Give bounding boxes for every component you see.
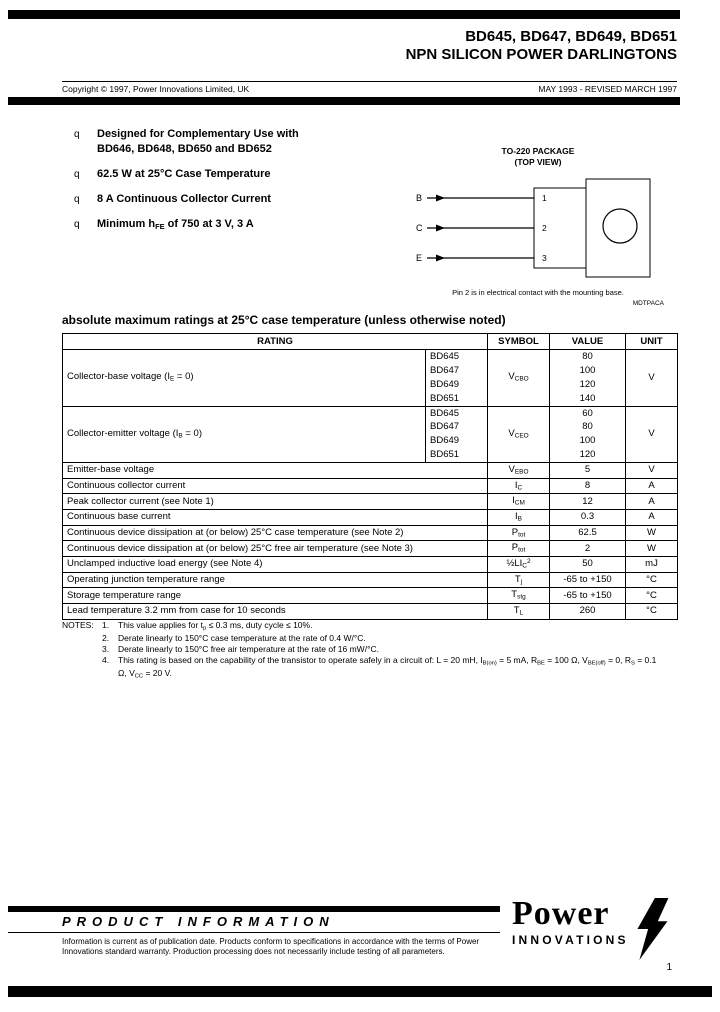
rating-cell: Emitter-base voltage xyxy=(63,463,488,479)
symbol-cell: $P_{tot}$ xyxy=(488,541,550,557)
value-cell: -65 to +150 xyxy=(550,572,626,588)
symbol-cell: $I_{CM}$ xyxy=(488,494,550,510)
note-item xyxy=(102,620,658,633)
product-info-rule xyxy=(8,932,500,933)
copyright-row xyxy=(62,84,677,94)
unit-cell: A xyxy=(626,510,678,526)
value-cell: 8 xyxy=(550,478,626,494)
unit-cell: °C xyxy=(626,588,678,604)
symbol-cell: $I_C$ xyxy=(488,478,550,494)
notes-list xyxy=(102,620,658,681)
symbol-cell: $T_{stg}$ xyxy=(488,588,550,604)
column-header-unit: UNIT xyxy=(626,334,678,350)
column-header-rating: RATING xyxy=(63,334,488,350)
svg-text:3: 3 xyxy=(542,253,547,264)
device-cell: BD645 xyxy=(426,350,488,364)
rating-cell: Continuous device dissipation at (or below) 25°C case temperature (see Note 2) xyxy=(63,525,488,541)
unit-cell: W xyxy=(626,525,678,541)
value-cell: 5 xyxy=(550,463,626,479)
table-row xyxy=(63,494,678,510)
table-row xyxy=(63,572,678,588)
header-black-bar xyxy=(8,97,680,105)
bullet-icon: q xyxy=(74,169,80,180)
package-caption: Pin 2 is in electrical contact with the mounting base. xyxy=(452,288,624,298)
note-item xyxy=(102,644,658,655)
table-row xyxy=(63,463,678,479)
value-cell: 2 xyxy=(550,541,626,557)
bullet-icon: q xyxy=(74,129,80,140)
notes-label: NOTES: xyxy=(62,620,94,630)
value-cell: 0.3 xyxy=(550,510,626,526)
feature-item xyxy=(74,192,394,207)
unit-cell: W xyxy=(626,541,678,557)
package-diagram-block xyxy=(398,146,678,307)
symbol-cell: $T_j$ xyxy=(488,572,550,588)
part-numbers-title: BD645, BD647, BD649, BD651 xyxy=(465,28,677,45)
symbol-cell: $V_{CEO}$ xyxy=(488,406,550,463)
device-cell: BD649 xyxy=(426,378,488,392)
title-block xyxy=(406,28,677,64)
drawing-code: MDTPACA xyxy=(632,300,664,308)
top-black-bar xyxy=(8,10,680,19)
symbol-cell: $\frac{1}{2}LI_C^2$ xyxy=(488,557,550,573)
note-text: Derate linearly to 150°C case temperature at the rate of 0.4 W/°C. xyxy=(118,632,366,643)
feature-item xyxy=(74,127,394,157)
note-text: This rating is based on the capability of the transistor to operate safely in a circuit of: L = 20 mH, $I_{B(on)} = 5$ mA, $R_{BE} = 100$ Ω, $V_{BE(off)} = 0$, $R_S = 0.1$ Ω, $V_{CC} = 20$ V. xyxy=(118,655,657,680)
logo-subtext: INNOVATIONS xyxy=(512,933,629,948)
value-cell: 100 xyxy=(550,364,626,378)
device-cell: BD649 xyxy=(426,434,488,448)
rating-cell: Peak collector current (see Note 1) xyxy=(63,494,488,510)
svg-text:C: C xyxy=(416,223,423,234)
package-view: (TOP VIEW) xyxy=(514,157,562,168)
device-cell: BD651 xyxy=(426,392,488,406)
feature-item xyxy=(74,217,394,234)
copyright-text: Copyright © 1997, Power Innovations Limited, UK xyxy=(62,84,250,94)
product-information-title: PRODUCT INFORMATION xyxy=(62,914,335,929)
column-header-value: VALUE xyxy=(550,334,626,350)
svg-text:B: B xyxy=(416,193,423,204)
notes-section xyxy=(62,620,677,681)
note-text: This value applies for $t_p \le 0.3$ ms, duty cycle ≤ 10%. xyxy=(118,620,313,632)
device-cell: BD647 xyxy=(426,420,488,434)
rating-cell: Continuous device dissipation at (or below) 25°C free air temperature (see Note 3) xyxy=(63,541,488,557)
note-number: 1. xyxy=(102,620,110,630)
value-cell: 100 xyxy=(550,434,626,448)
rating-cell: Collector-base voltage $(I_E = 0)$ xyxy=(63,350,426,407)
note-text: Derate linearly to 150°C free air temperature at the rate of 16 mW/°C. xyxy=(118,644,379,654)
table-row xyxy=(63,406,678,420)
column-header-symbol: SYMBOL xyxy=(488,334,550,350)
unit-cell: °C xyxy=(626,604,678,620)
table-row xyxy=(63,525,678,541)
package-name: TO-220 PACKAGE xyxy=(501,146,575,156)
table-row xyxy=(63,510,678,526)
package-title xyxy=(398,146,678,168)
bottom-black-bar xyxy=(8,986,712,997)
bullet-icon: q xyxy=(74,194,80,205)
to220-package-drawing-icon xyxy=(412,176,664,282)
unit-cell: V xyxy=(626,350,678,407)
page-number: 1 xyxy=(666,962,672,973)
table-row xyxy=(63,604,678,620)
section-title: absolute maximum ratings at 25°C case temperature (unless otherwise noted) xyxy=(62,313,506,327)
value-cell: 120 xyxy=(550,448,626,462)
feature-text: Designed for Complementary Use with BD646, BD648, BD650 and BD652 xyxy=(97,128,299,155)
table-row xyxy=(63,350,678,364)
note-number: 2. xyxy=(102,632,110,643)
note-number: 4. xyxy=(102,655,110,666)
table-header-row xyxy=(63,334,678,350)
power-innovations-logo xyxy=(512,895,669,960)
rating-cell: Continuous base current xyxy=(63,510,488,526)
note-item xyxy=(102,633,658,644)
value-cell: 120 xyxy=(550,378,626,392)
device-cell: BD645 xyxy=(426,406,488,420)
table-row xyxy=(63,588,678,604)
value-cell: 80 xyxy=(550,350,626,364)
symbol-cell: $V_{EBO}$ xyxy=(488,463,550,479)
header-rule xyxy=(62,81,677,82)
value-cell: 80 xyxy=(550,420,626,434)
feature-text: 62.5 W at 25°C Case Temperature xyxy=(97,168,271,180)
note-number: 3. xyxy=(102,644,110,654)
device-type-title: NPN SILICON POWER DARLINGTONS xyxy=(405,46,677,63)
value-cell: 50 xyxy=(550,557,626,573)
absolute-maximum-ratings-table xyxy=(62,333,678,620)
rating-cell: Continuous collector current xyxy=(63,478,488,494)
table-row xyxy=(63,541,678,557)
symbol-cell: $V_{CBO}$ xyxy=(488,350,550,407)
lightning-bolt-icon xyxy=(633,898,669,960)
feature-item xyxy=(74,167,394,182)
value-cell: 60 xyxy=(550,406,626,420)
svg-text:E: E xyxy=(416,253,423,264)
symbol-cell: $P_{tot}$ xyxy=(488,525,550,541)
svg-text:2: 2 xyxy=(542,223,547,234)
value-cell: 12 xyxy=(550,494,626,510)
feature-text: Minimum $h_{FE}$ of 750 at 3 V, 3 A xyxy=(97,218,254,231)
symbol-cell: $T_L$ xyxy=(488,604,550,620)
table-row xyxy=(63,478,678,494)
rating-cell: Lead temperature 3.2 mm from case for 10 seconds xyxy=(63,604,488,620)
device-cell: BD651 xyxy=(426,448,488,462)
unit-cell: mJ xyxy=(626,557,678,573)
unit-cell: V xyxy=(626,463,678,479)
device-cell: BD647 xyxy=(426,364,488,378)
rating-cell: Storage temperature range xyxy=(63,588,488,604)
revision-text: MAY 1993 - REVISED MARCH 1997 xyxy=(538,84,677,94)
value-cell: 62.5 xyxy=(550,525,626,541)
note-item xyxy=(102,655,658,681)
value-cell: 140 xyxy=(550,392,626,406)
symbol-cell: $I_B$ xyxy=(488,510,550,526)
product-info-bar xyxy=(8,906,500,912)
rating-cell: Operating junction temperature range xyxy=(63,572,488,588)
feature-text: 8 A Continuous Collector Current xyxy=(97,193,271,205)
logo-wordmark: Power xyxy=(512,895,610,932)
unit-cell: A xyxy=(626,478,678,494)
features-list xyxy=(74,127,394,244)
unit-cell: V xyxy=(626,406,678,463)
rating-cell: Unclamped inductive load energy (see Note 4) xyxy=(63,557,488,573)
value-cell: 260 xyxy=(550,604,626,620)
svg-text:1: 1 xyxy=(542,193,547,204)
bullet-icon: q xyxy=(74,219,80,230)
rating-cell: Collector-emitter voltage $(I_B = 0)$ xyxy=(63,406,426,463)
value-cell: -65 to +150 xyxy=(550,588,626,604)
unit-cell: A xyxy=(626,494,678,510)
disclaimer-text: Information is current as of publication date. Products conform to specifications in accordance with the terms of Power Innovations standard warranty. Production processing does not necessarily include testing of all parameters. xyxy=(62,937,480,957)
unit-cell: °C xyxy=(626,572,678,588)
table-row xyxy=(63,557,678,573)
